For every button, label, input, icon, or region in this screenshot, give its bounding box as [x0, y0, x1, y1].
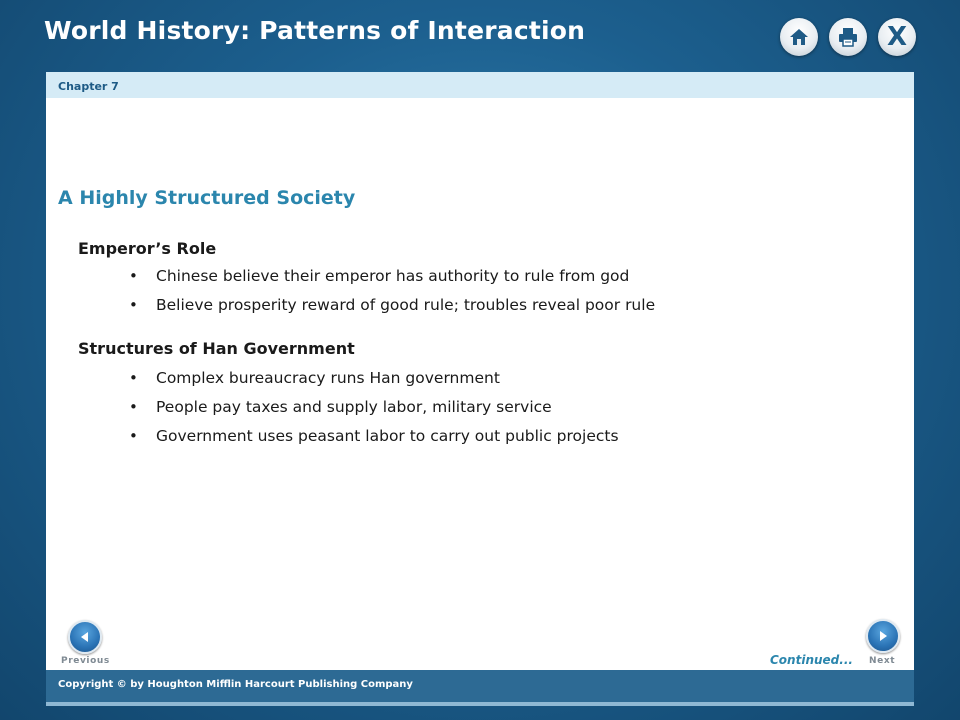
home-button[interactable] — [780, 18, 818, 56]
home-icon — [788, 26, 810, 48]
group-heading: Structures of Han Government — [78, 339, 355, 358]
chapter-label: Chapter 7 — [58, 80, 119, 93]
footer-divider — [46, 702, 914, 706]
list-item — [78, 291, 898, 320]
bullet-text: People pay taxes and supply labor, military service — [156, 398, 552, 416]
footer — [46, 670, 914, 702]
print-button[interactable] — [829, 18, 867, 56]
bullet-list — [78, 262, 898, 320]
print-icon — [837, 26, 859, 48]
list-item — [78, 422, 898, 451]
next-button[interactable] — [866, 619, 900, 653]
continued-label: Continued... — [770, 653, 853, 667]
group-han-government — [78, 338, 898, 451]
arrow-left-icon — [78, 630, 92, 644]
slide-content — [46, 72, 914, 670]
previous-label[interactable]: Previous — [61, 656, 110, 666]
bullet-text: Government uses peasant labor to carry out public projects — [156, 427, 619, 445]
previous-button[interactable] — [68, 620, 102, 654]
bullet-text: Complex bureaucracy runs Han government — [156, 369, 500, 387]
close-icon: X — [886, 22, 908, 52]
chapter-bar — [46, 72, 914, 98]
top-toolbar — [780, 18, 920, 58]
app-title: World History: Patterns of Interaction — [44, 16, 586, 45]
bullet-dot: • — [129, 369, 138, 387]
copyright-text: Copyright © by Houghton Mifflin Harcourt Publishing Company — [58, 679, 413, 690]
bullet-dot: • — [129, 267, 138, 285]
list-item — [78, 262, 898, 291]
list-item — [78, 393, 898, 422]
group-heading: Emperor’s Role — [78, 239, 217, 258]
bullet-dot: • — [129, 427, 138, 445]
close-button[interactable] — [878, 18, 916, 56]
bullet-dot: • — [129, 296, 138, 314]
bullet-list — [78, 364, 898, 451]
group-emperors-role — [78, 238, 898, 320]
arrow-right-icon — [876, 629, 890, 643]
bullet-text: Believe prosperity reward of good rule; troubles reveal poor rule — [156, 296, 656, 314]
bullet-text: Chinese believe their emperor has authority to rule from god — [156, 267, 630, 285]
bullet-dot: • — [129, 398, 138, 416]
next-label[interactable]: Next — [869, 656, 896, 666]
list-item — [78, 364, 898, 393]
section-title: A Highly Structured Society — [58, 187, 356, 209]
